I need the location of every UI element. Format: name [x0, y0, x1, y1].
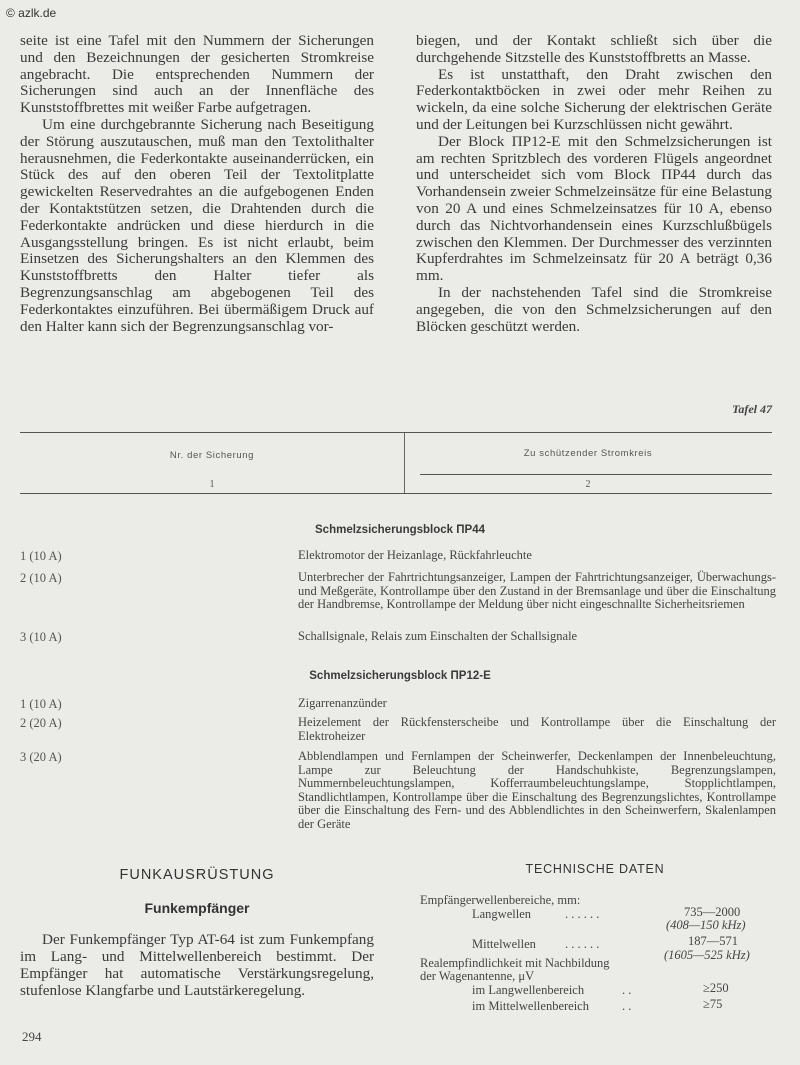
table-rule-mid — [420, 474, 772, 475]
watermark: © azlk.de — [6, 6, 57, 20]
left-column — [20, 33, 374, 335]
paragraph: In der nachstehenden Tafel sind die Stromkreise angegeben, die von den Schmelzsicherungen auf den Blöcken geschützt werden. — [416, 283, 772, 335]
leader-dots: . . . . . . — [565, 907, 600, 921]
col2-number: 2 — [585, 479, 591, 490]
paragraph: seite ist eine Tafel mit den Nummern der Sicherungen und den Bezeichnungen der gesicherten Stromkreise angebracht. Die entsprechenden Nummern der Sicherungen sind auch an der Innenfläche des Kunststoffbrettes mit weißer Farbe aufgetragen. — [20, 32, 374, 117]
tech-label: der Wagenantenne, μV — [420, 969, 535, 983]
table-rule-bottom — [20, 493, 772, 494]
fuse-number: 3 (10 A) — [20, 630, 62, 644]
tech-value: (408—150 kHz) — [666, 918, 746, 932]
tech-label: Realempfindlichkeit mit Nachbildung — [420, 956, 610, 970]
fuse-circuit: Zigarrenanzünder — [298, 696, 387, 710]
fuse-number: 3 (20 A) — [20, 750, 62, 764]
right-column — [416, 33, 772, 335]
leader-dots: . . — [622, 983, 632, 997]
tech-value: 187—571 — [688, 934, 738, 948]
tech-value: ≥250 — [703, 981, 729, 995]
table-rule-top — [20, 432, 772, 433]
fuse-number: 2 (10 A) — [20, 571, 62, 585]
section-heading: FUNKAUSRÜSTUNG — [119, 867, 275, 883]
col1-header: Nr. der Sicherung — [169, 450, 255, 461]
tech-label: Langwellen — [472, 907, 532, 921]
block-title: Schmelzsicherungsblock ПР44 — [315, 524, 485, 536]
tech-value: 735—2000 — [684, 905, 741, 919]
tech-value: (1605—525 kHz) — [664, 948, 750, 962]
paragraph: Es ist unstatthaft, den Draht zwischen den Federkontaktböcken in zwei oder mehr Reihen zu wickeln, da eine solche Sicherung der elektrischen Geräte und der Leitungen bei Kurzschlüssen nicht gewährt. — [416, 65, 772, 133]
section-subheading: Funkempfänger — [144, 900, 250, 916]
fuse-number: 1 (10 A) — [20, 549, 62, 563]
tech-label: Mittelwellen — [472, 937, 536, 951]
leader-dots: . . . . . . — [565, 937, 600, 951]
tech-value: ≥75 — [703, 997, 723, 1011]
tech-label: im Langwellenbereich — [472, 983, 585, 997]
fuse-number: 2 (20 A) — [20, 716, 62, 730]
fuse-circuit: Heizelement der Rückfensterscheibe und Kontrollampe über die Einschaltung der Elektroheizer — [298, 715, 776, 743]
paragraph: Um eine durchgebrannte Sicherung nach Beseitigung der Störung auszutauschen, muß man den Textolithalter herausnehmen, die Federkontakte auseinanderrücken, ein Stück des auf den oberen Teil der Textolitplatte gewickelten Reservedrahtes an die aufgebogenen Enden der Kontaktstützen setzen, die Drahtenden durch die Federkontakte andrücken und diese hierdurch in die Ausgangsstellung bringen. Es ist nicht erlaubt, beim Einsetzen des Sicherungshalters an den Klemmen des Kunststoffbretts den Halter tiefer als Begrenzungsanschlag am abgebogenen Teil des Federkontaktes einzuführen. Bei übermäßigem Druck auf den Halter kann sich der Begrenzungsanschlag vor- — [20, 115, 374, 335]
tech-heading: TECHNISCHE DATEN — [525, 862, 665, 876]
fuse-circuit: Abblendlampen und Fernlampen der Scheinwerfer, Deckenlampen der Innenbeleuchtung, Lampe zur Beleuchtung der Handschuhkiste, Begrenzungslampen, Nummernbeleuchtungslampen, Kofferraumbeleuchtungslampe, Stopplichtlampen, Standlichtlampen, Kontrollampe über die Einschaltung des Begrenzungslichtes, Kontrollampe über die Einschaltung des Fern- und des Abblendlichtes in den Scheinwerfern, Skalenlampen der Geräte — [298, 749, 776, 831]
fuse-circuit: Elektromotor der Heizanlage, Rückfahrleuchte — [298, 548, 532, 562]
tech-label: im Mittelwellenbereich — [472, 999, 589, 1013]
fuse-circuit: Schallsignale, Relais zum Einschalten der Schallsignale — [298, 629, 578, 643]
tech-label: Empfängerwellenbereiche, mm: — [420, 893, 581, 907]
fuse-circuit: Unterbrecher der Fahrtrichtungsanzeiger, Lampen der Fahrtrichtungsanzeiger, Überwachungs- und Meßgeräte, Kontrollampe über den Zustand in der Bremsanlage und über die Einschaltung der Handbremse, Kontrollampe der Meldung über nicht eingeschnallte Sicherheitsriemen — [298, 570, 776, 611]
col2-header: Zu schützender Stromkreis — [523, 448, 653, 459]
paragraph: Der Funkempfänger Typ AT-64 ist zum Funkempfang im Lang- und Mittelwellenbereich bestimmt. Der Empfänger hat automatische Verstärkungsregelung, stufenlose Klangfarbe und Lautstärkeregelung. — [20, 931, 374, 999]
block-title: Schmelzsicherungsblock ПР12-E — [309, 670, 491, 682]
page-number: 294 — [22, 1029, 42, 1044]
paragraph: Der Block ПР12-E mit den Schmelzsicherungen ist am rechten Spritzblech des vorderen Flügels angeordnet und unterscheidet sich vom Block ПР44 durch das Vorhandensein zweier Schmelzeinsätze für eine Belastung von 20 A und eines Schmelzeinsatzes für 10 A, ebenso durch das Nichtvorhandensein eines Kurzschlußbügels zwischen den Klemmen. Der Durchmesser des verzinnten Kupferdrahtes im Schmelzeinsatz für 20 A beträgt 0,36 mm. — [416, 132, 772, 285]
col1-number: 1 — [209, 479, 215, 490]
leader-dots: . . — [622, 999, 632, 1013]
fuse-number: 1 (10 A) — [20, 697, 62, 711]
paragraph: biegen, und der Kontakt schließt sich über die durchgehende Sitzstelle des Kunststoffbretts an Masse. — [416, 32, 772, 66]
table-caption: Tafel 47 — [732, 402, 772, 416]
